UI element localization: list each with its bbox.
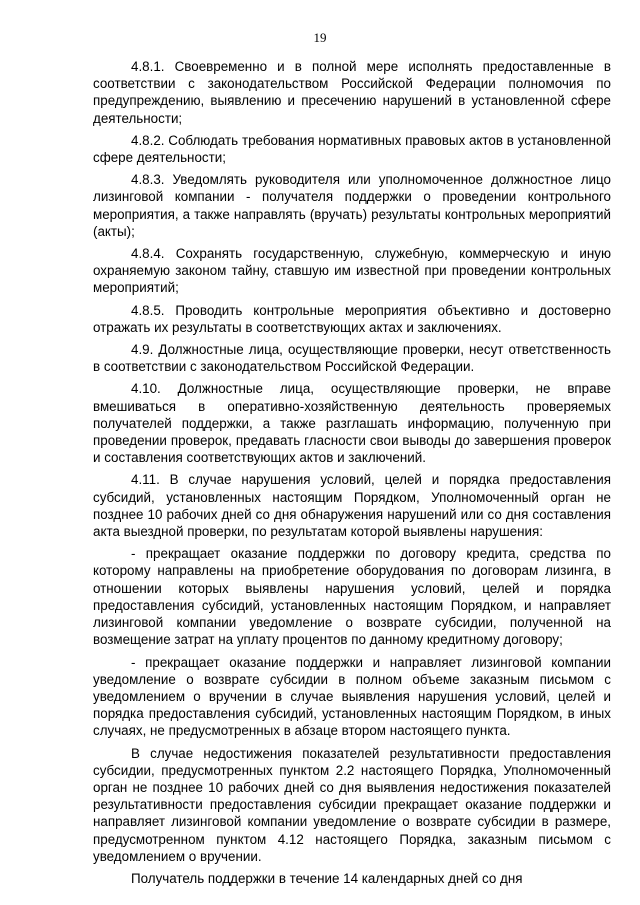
paragraph-4-10: 4.10. Должностные лица, осуществляющие проверки, не вправе вмешиваться в оперативно-хозяйственную деятельность проверяемых получателей поддержки, а также разглашать информацию, полученную при проведении проверок, предавать гласности свои выводы до завершения проверок и составления соответствующих актов и заключений. [93, 381, 611, 466]
paragraph-4-8-3: 4.8.3. Уведомлять руководителя или уполномоченное должностное лицо лизинговой компании - получателя поддержки о проведении контрольного мероприятия, а также направлять (вручать) результаты контрольных мероприятий (акты); [93, 172, 611, 239]
document-body [93, 58, 611, 887]
paragraph-4-8-4: 4.8.4. Сохранять государственную, служебную, коммерческую и иную охраняемую законом тайну, ставшую им известной при проведении контрольных мероприятий; [93, 246, 611, 296]
paragraph-4-11: 4.11. В случае нарушения условий, целей и порядка предоставления субсидий, установленных настоящим Порядком, Уполномоченный орган не позднее 10 рабочих дней со дня обнаружения нарушений или со дня составления акта выездной проверки, по результатам которой выявлены нарушения: [93, 472, 611, 540]
paragraph-recipient-deadline: Получатель поддержки в течение 14 календарных дней со дня [131, 870, 523, 886]
paragraph-4-11-item-2: - прекращает оказание поддержки и направляет лизинговой компании уведомление о возврате субсидии в полном объеме заказным письмом с уведомлением о вручении в случае выявления нарушения условий, целей и порядка предоставления субсидий, установленных настоящим Порядком, в иных случаях, не предусмотренных в абзаце втором настоящего пункта. [93, 654, 611, 739]
paragraph-4-9: 4.9. Должностные лица, осуществляющие проверки, несут ответственность в соответствии с законодательством Российской Федерации. [93, 342, 611, 375]
paragraph-4-8-1: 4.8.1. Своевременно и в полной мере исполнять предоставленные в соответствии с законодательством Российской Федерации полномочия по предупреждению, выявлению и пресечению нарушений в установленной сфере деятельности; [93, 59, 611, 126]
page-number: 19 [313, 30, 327, 45]
paragraph-underperformance: В случае недостижения показателей результативности предоставления субсидии, предусмотренных пунктом 2.2 настоящего Порядка, Уполномоченный орган не позднее 10 рабочих дней со дня выявления недостижения показателей результативности предоставления субсидии прекращает оказание поддержки и направляет лизинговой компании уведомление о возврате субсидии в размере, предусмотренном пунктом 4.12 настоящего Порядка, заказным письмом с уведомлением о вручении. [93, 745, 611, 864]
paragraph-4-8-5: 4.8.5. Проводить контрольные мероприятия объективно и достоверно отражать их результаты в соответствующих актах и заключениях. [93, 302, 611, 335]
paragraph-4-11-item-1: - прекращает оказание поддержки по договору кредита, средства по которому направлены на приобретение оборудования по договорам лизинга, в отношении которых выявлены нарушения условий, целей и порядка предоставления субсидий, установленных настоящим Порядком, и направляет лизинговой компании уведомление о возврате субсидии, полученной на возмещение затрат на уплату процентов по данному кредитному договору; [93, 546, 611, 648]
paragraph-4-8-2: 4.8.2. Соблюдать требования нормативных правовых актов в установленной сфере деятельности; [93, 132, 611, 166]
